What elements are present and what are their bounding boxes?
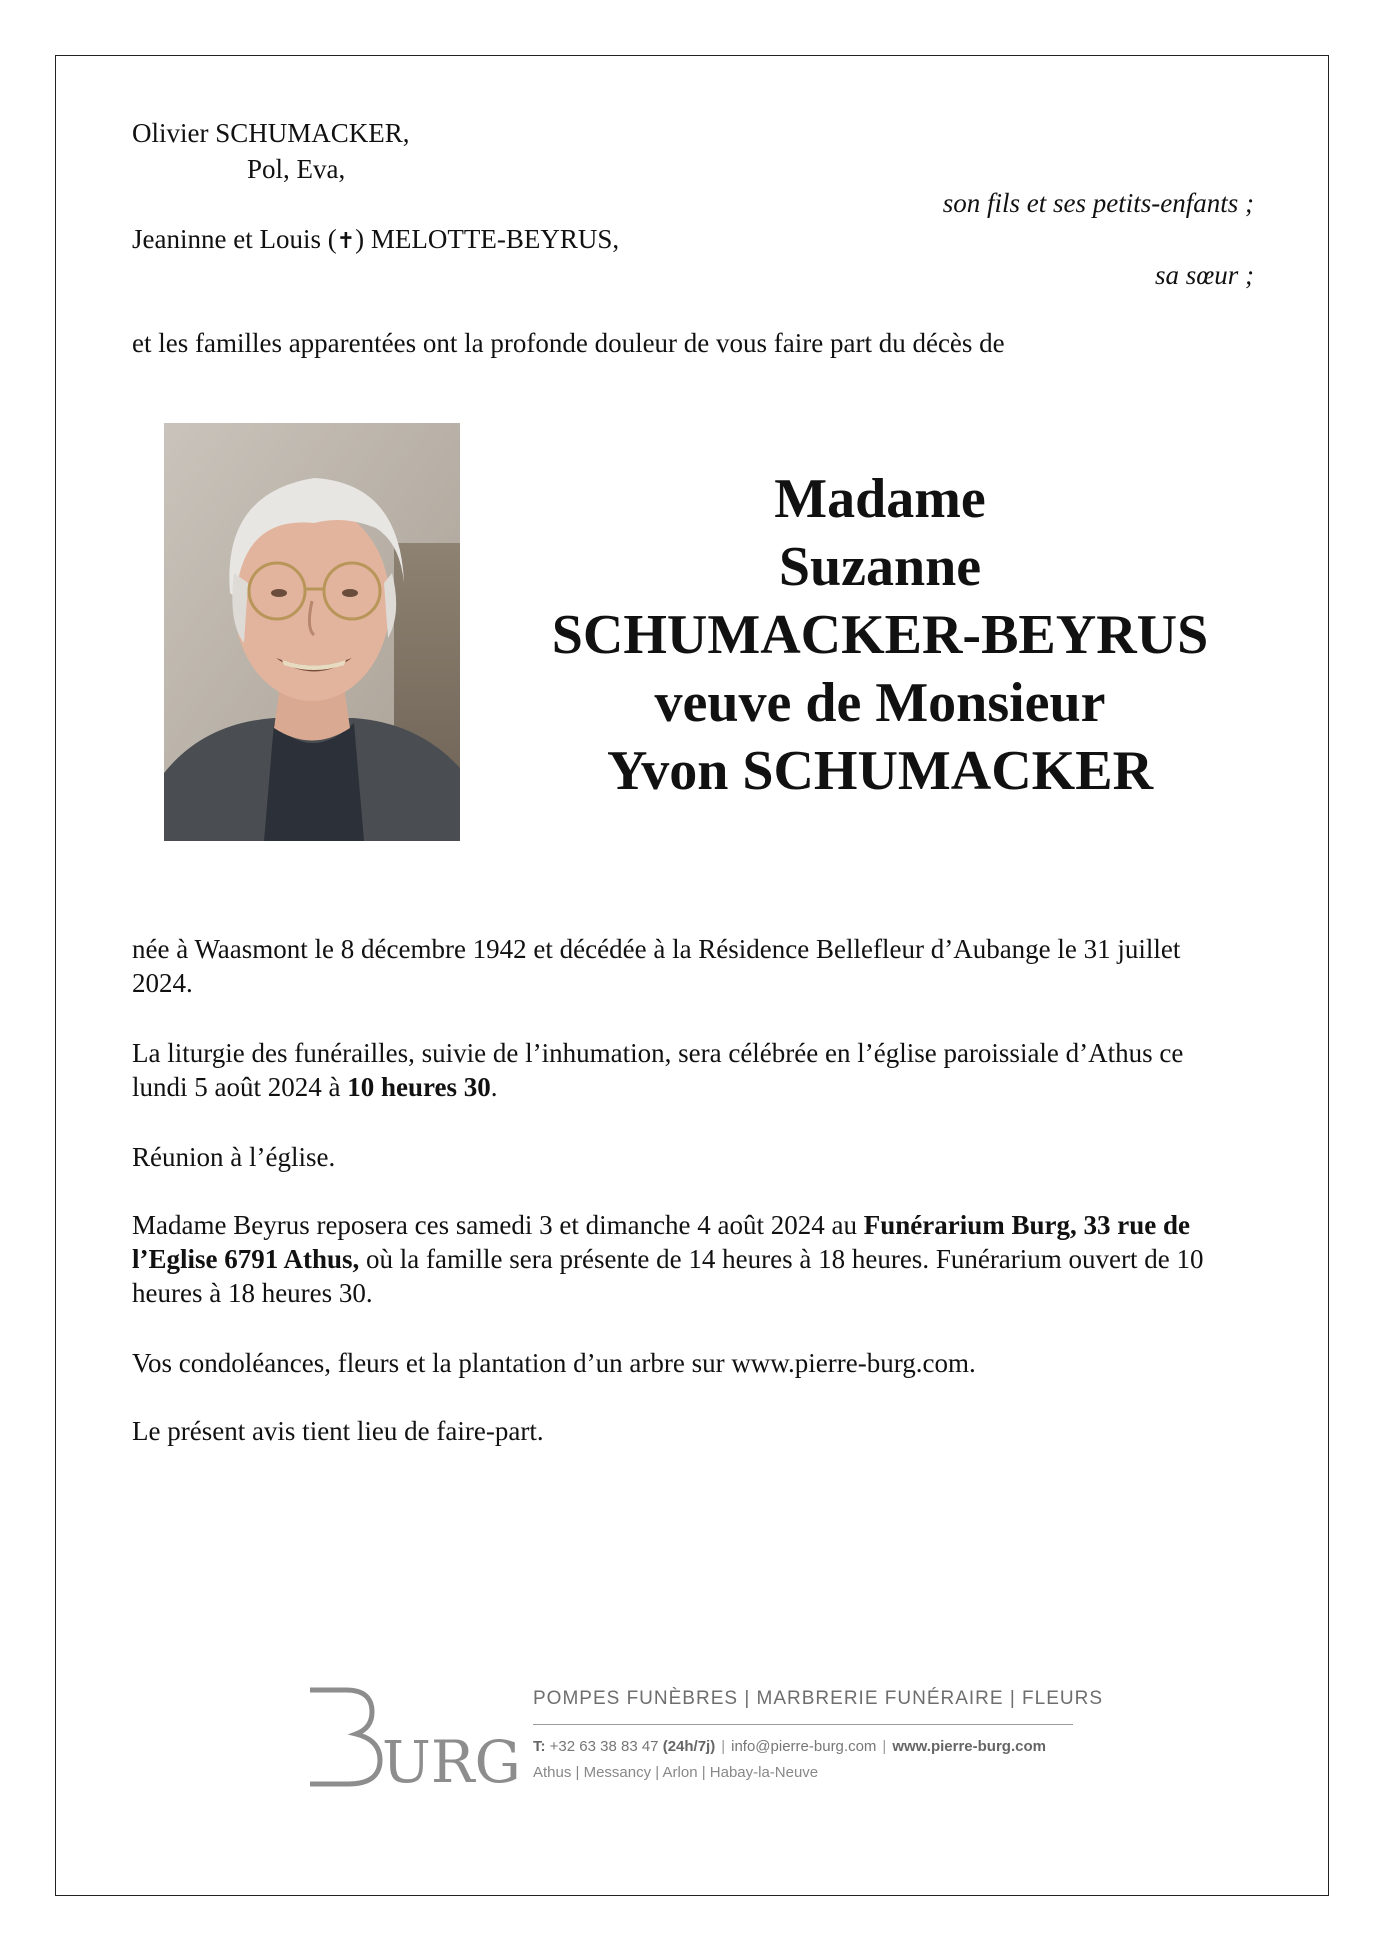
funeral-home-address: Funérarium Burg, 33 rue de l’Eglise 6791 Athus,	[132, 1210, 1190, 1274]
visitation-paragraph	[132, 1208, 1242, 1310]
funeral-time: 10 heures 30	[347, 1072, 491, 1102]
relation-son-grandchildren: son fils et ses petits-enfants ;	[942, 188, 1254, 218]
cross-icon: ✝	[336, 229, 356, 254]
husband-name: Yvon SCHUMACKER	[606, 740, 1154, 802]
burg-logo	[300, 1678, 521, 1796]
website-link[interactable]: www.pierre-burg.com	[892, 1738, 1046, 1755]
widow-of-label: veuve de Monsieur	[654, 672, 1106, 734]
funeral-text: La liturgie des funérailles, suivie de l’inhumation, sera célébrée en l’église paroissiale d’Athus ce lundi 5 août 2024 à	[132, 1038, 1184, 1102]
sister-names: Jeaninne et Louis (	[132, 224, 337, 254]
logo-text: URG	[382, 1728, 521, 1796]
family-line-son: Olivier SCHUMACKER,	[132, 118, 410, 148]
deceased-first-name: Suzanne	[778, 536, 982, 598]
funeral-text-end: .	[490, 1072, 498, 1102]
visitation-text: Madame Beyrus reposera ces samedi 3 et dimanche 4 août 2024 au	[132, 1210, 864, 1240]
meeting-paragraph: Réunion à l’église.	[132, 1142, 336, 1172]
condolences-paragraph: Vos condoléances, fleurs et la plantation d’un arbre sur www.pierre-burg.com.	[132, 1348, 976, 1378]
deceased-title: Madame	[774, 468, 986, 530]
phone-hours: (24h/7j)	[662, 1738, 716, 1755]
sister-surname: ) MELOTTE-BEYRUS,	[355, 224, 620, 254]
deceased-name-block	[500, 465, 1260, 805]
phone-label: T:	[533, 1738, 550, 1755]
family-line-grandchildren: Pol, Eva,	[247, 154, 346, 184]
footer-contact: T: +32 63 38 83 47 (24h/7j) | info@pierre-burg.com | www.pierre-burg.com	[533, 1738, 1046, 1755]
footer-services: POMPES FUNÈBRES | MARBRERIE FUNÉRAIRE | FLEURS	[533, 1688, 1104, 1709]
footer	[290, 1678, 1104, 1798]
footer-divider	[533, 1724, 1073, 1725]
footer-towns: Athus | Messancy | Arlon | Habay-la-Neuve	[533, 1764, 819, 1781]
phone-number[interactable]: +32 63 38 83 47	[549, 1738, 659, 1755]
relation-sister: sa sœur ;	[1154, 260, 1254, 290]
notice-paragraph: Le présent avis tient lieu de faire-part.	[132, 1416, 544, 1446]
announcement-intro: et les familles apparentées ont la profonde douleur de vous faire part du décès de	[132, 328, 1005, 358]
birth-death-paragraph: née à Waasmont le 8 décembre 1942 et décédée à la Résidence Bellefleur d’Aubange le 31 juillet 2024.	[132, 934, 1181, 998]
funeral-paragraph	[132, 1036, 1242, 1104]
family-line-sister	[132, 222, 619, 259]
visitation-hours: où la famille sera présente de 14 heures à 18 heures. Funérarium ouvert de 10 heures à 18 heures 30.	[132, 1244, 1204, 1308]
deceased-surname: SCHUMACKER-BEYRUS	[551, 604, 1209, 666]
email-link[interactable]: info@pierre-burg.com	[731, 1738, 877, 1755]
portrait-photo	[164, 423, 460, 841]
